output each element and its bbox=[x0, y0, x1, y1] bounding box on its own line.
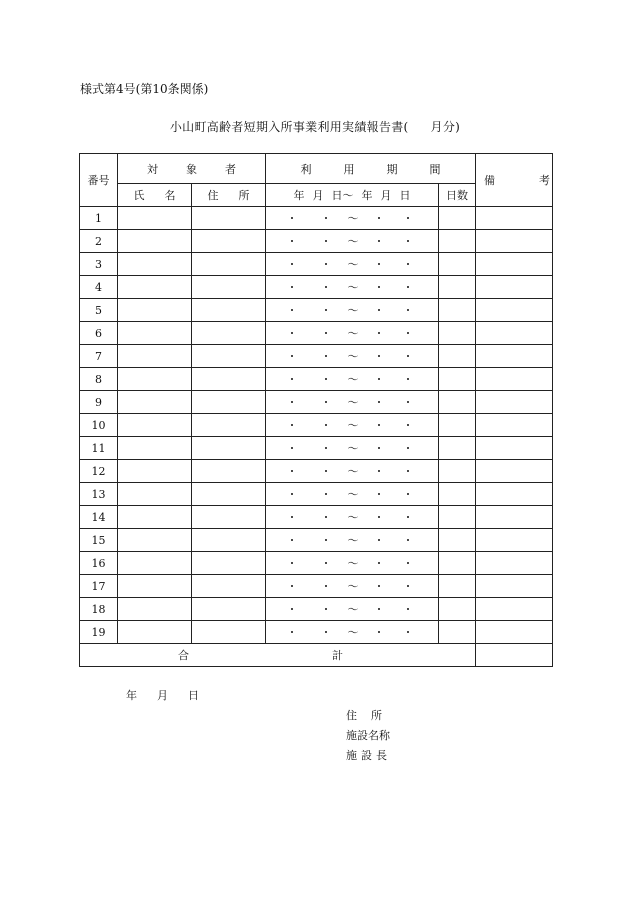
row-number: 19 bbox=[80, 621, 118, 644]
date-mark: ・ bbox=[373, 235, 385, 248]
date-mark: ・ bbox=[320, 281, 332, 294]
address-cell[interactable] bbox=[192, 621, 266, 644]
address-cell[interactable] bbox=[192, 207, 266, 230]
date-mark: ・ bbox=[320, 465, 332, 478]
date-range-cell[interactable] bbox=[266, 368, 439, 391]
table-row bbox=[80, 322, 553, 345]
date-mark: ・ bbox=[286, 258, 298, 271]
row-number: 3 bbox=[80, 253, 118, 276]
address-cell[interactable] bbox=[192, 299, 266, 322]
days-cell[interactable] bbox=[439, 598, 476, 621]
table-row bbox=[80, 598, 553, 621]
date-mark: ・ bbox=[402, 212, 414, 225]
date-mark: ・ bbox=[402, 580, 414, 593]
date-mark: ・ bbox=[402, 511, 414, 524]
date-mark: ・ bbox=[286, 511, 298, 524]
name-cell[interactable] bbox=[118, 437, 192, 460]
total-row bbox=[80, 644, 553, 667]
address-cell[interactable] bbox=[192, 368, 266, 391]
days-cell[interactable] bbox=[439, 414, 476, 437]
remarks-cell[interactable] bbox=[476, 391, 553, 414]
date-mark: ・ bbox=[373, 396, 385, 409]
date-mark: ・ bbox=[286, 327, 298, 340]
table-row bbox=[80, 575, 553, 598]
date-mark: ・ bbox=[286, 626, 298, 639]
address-cell[interactable] bbox=[192, 253, 266, 276]
page-title bbox=[0, 118, 630, 135]
date-mark: ・ bbox=[320, 557, 332, 570]
facility-head-label: 施 設 長 bbox=[346, 749, 387, 762]
name-cell[interactable] bbox=[118, 598, 192, 621]
date-mark: ・ bbox=[373, 212, 385, 225]
days-cell[interactable] bbox=[439, 506, 476, 529]
date-mark: ・ bbox=[320, 511, 332, 524]
date-mark: ・ bbox=[286, 304, 298, 317]
address-cell[interactable] bbox=[192, 437, 266, 460]
date-mark: ・ bbox=[373, 603, 385, 616]
remarks-cell[interactable] bbox=[476, 230, 553, 253]
date-mark: 〜 bbox=[347, 212, 359, 225]
row-number: 11 bbox=[80, 437, 118, 460]
address-cell[interactable] bbox=[192, 414, 266, 437]
title-month-suffix: 月分) bbox=[430, 120, 461, 134]
address-cell[interactable] bbox=[192, 460, 266, 483]
date-mark: 〜 bbox=[347, 442, 359, 455]
days-cell[interactable] bbox=[439, 460, 476, 483]
table-row bbox=[80, 506, 553, 529]
address-cell[interactable] bbox=[192, 598, 266, 621]
title-main: 小山町高齢者短期入所事業利用実績報告書( bbox=[169, 120, 409, 134]
name-cell[interactable] bbox=[118, 506, 192, 529]
date-range-cell[interactable] bbox=[266, 207, 439, 230]
name-cell[interactable] bbox=[118, 529, 192, 552]
table-row bbox=[80, 207, 553, 230]
date-mark: 〜 bbox=[347, 580, 359, 593]
days-cell[interactable] bbox=[439, 230, 476, 253]
date-mark: ・ bbox=[320, 304, 332, 317]
address-cell[interactable] bbox=[192, 483, 266, 506]
date-mark: ・ bbox=[402, 304, 414, 317]
date-mark: 〜 bbox=[347, 465, 359, 478]
row-number: 13 bbox=[80, 483, 118, 506]
date-mark: ・ bbox=[373, 442, 385, 455]
name-cell[interactable] bbox=[118, 391, 192, 414]
applicant-address-label: 住 所 bbox=[346, 709, 382, 722]
table-row bbox=[80, 460, 553, 483]
form-number: 様式第4号(第10条関係) bbox=[80, 82, 209, 96]
date-mark: ・ bbox=[320, 534, 332, 547]
row-number: 1 bbox=[80, 207, 118, 230]
address-cell[interactable] bbox=[192, 345, 266, 368]
date-mark: ・ bbox=[402, 373, 414, 386]
table-row bbox=[80, 299, 553, 322]
date-mark: ・ bbox=[320, 488, 332, 501]
applicant-block bbox=[346, 706, 390, 766]
address-cell[interactable] bbox=[192, 529, 266, 552]
days-cell[interactable] bbox=[439, 345, 476, 368]
date-mark: ・ bbox=[286, 373, 298, 386]
name-cell[interactable] bbox=[118, 276, 192, 299]
date-mark: ・ bbox=[286, 419, 298, 432]
date-mark: 〜 bbox=[347, 603, 359, 616]
date-mark: ・ bbox=[402, 258, 414, 271]
date-mark: ・ bbox=[286, 442, 298, 455]
date-mark: ・ bbox=[320, 626, 332, 639]
date-mark: ・ bbox=[373, 465, 385, 478]
days-cell[interactable] bbox=[439, 299, 476, 322]
date-mark: ・ bbox=[402, 419, 414, 432]
days-cell[interactable] bbox=[439, 529, 476, 552]
date-mark: ・ bbox=[373, 281, 385, 294]
date-mark: ・ bbox=[320, 212, 332, 225]
date-mark: 〜 bbox=[347, 396, 359, 409]
date-mark: ・ bbox=[402, 327, 414, 340]
date-mark: ・ bbox=[320, 396, 332, 409]
date-mark: ・ bbox=[286, 557, 298, 570]
date-mark: ・ bbox=[320, 419, 332, 432]
date-mark: ・ bbox=[286, 534, 298, 547]
row-number: 16 bbox=[80, 552, 118, 575]
name-cell[interactable] bbox=[118, 483, 192, 506]
name-cell[interactable] bbox=[118, 460, 192, 483]
row-number: 7 bbox=[80, 345, 118, 368]
remarks-cell[interactable] bbox=[476, 529, 553, 552]
date-mark: ・ bbox=[402, 465, 414, 478]
table-row bbox=[80, 230, 553, 253]
date-mark: ・ bbox=[373, 258, 385, 271]
days-cell[interactable] bbox=[439, 575, 476, 598]
row-number: 2 bbox=[80, 230, 118, 253]
date-mark: 〜 bbox=[347, 626, 359, 639]
total-value-cell[interactable] bbox=[476, 644, 553, 667]
row-number: 15 bbox=[80, 529, 118, 552]
date-mark: ・ bbox=[320, 327, 332, 340]
days-cell[interactable] bbox=[439, 621, 476, 644]
date-range-cell[interactable] bbox=[266, 322, 439, 345]
date-mark: 〜 bbox=[347, 235, 359, 248]
date-mark: ・ bbox=[320, 235, 332, 248]
date-range-cell[interactable] bbox=[266, 621, 439, 644]
date-mark: 〜 bbox=[347, 488, 359, 501]
date-range-cell[interactable] bbox=[266, 552, 439, 575]
date-range-cell[interactable] bbox=[266, 598, 439, 621]
header-period: 利 用 期 間 bbox=[266, 154, 476, 184]
date-range-cell[interactable] bbox=[266, 483, 439, 506]
remarks-cell[interactable] bbox=[476, 276, 553, 299]
date-mark: ・ bbox=[373, 580, 385, 593]
row-number: 5 bbox=[80, 299, 118, 322]
date-mark: ・ bbox=[402, 626, 414, 639]
address-cell[interactable] bbox=[192, 276, 266, 299]
row-number: 10 bbox=[80, 414, 118, 437]
table-row bbox=[80, 529, 553, 552]
remarks-cell[interactable] bbox=[476, 437, 553, 460]
date-mark: 〜 bbox=[347, 350, 359, 363]
date-mark: ・ bbox=[320, 580, 332, 593]
remarks-cell[interactable] bbox=[476, 345, 553, 368]
date-mark: ・ bbox=[286, 488, 298, 501]
date-mark: ・ bbox=[286, 235, 298, 248]
address-cell[interactable] bbox=[192, 506, 266, 529]
name-cell[interactable] bbox=[118, 230, 192, 253]
date-mark: ・ bbox=[373, 327, 385, 340]
row-number: 14 bbox=[80, 506, 118, 529]
table-row bbox=[80, 391, 553, 414]
table-row bbox=[80, 414, 553, 437]
days-cell[interactable] bbox=[439, 207, 476, 230]
remarks-cell[interactable] bbox=[476, 299, 553, 322]
row-number: 4 bbox=[80, 276, 118, 299]
name-cell[interactable] bbox=[118, 414, 192, 437]
days-cell[interactable] bbox=[439, 391, 476, 414]
date-range-cell[interactable] bbox=[266, 345, 439, 368]
date-mark: ・ bbox=[373, 304, 385, 317]
date-mark: ・ bbox=[402, 488, 414, 501]
date-mark: ・ bbox=[373, 419, 385, 432]
report-table bbox=[79, 153, 553, 667]
date-mark: 〜 bbox=[347, 281, 359, 294]
date-mark: ・ bbox=[402, 281, 414, 294]
header-address: 住 所 bbox=[192, 184, 266, 207]
date-mark: ・ bbox=[373, 350, 385, 363]
date-range-cell[interactable] bbox=[266, 253, 439, 276]
days-cell[interactable] bbox=[439, 253, 476, 276]
date-mark: ・ bbox=[402, 396, 414, 409]
date-mark: ・ bbox=[286, 396, 298, 409]
date-mark: ・ bbox=[320, 603, 332, 616]
date-mark: ・ bbox=[286, 603, 298, 616]
date-mark: ・ bbox=[402, 557, 414, 570]
days-cell[interactable] bbox=[439, 552, 476, 575]
date-mark: ・ bbox=[373, 373, 385, 386]
remarks-cell[interactable] bbox=[476, 598, 553, 621]
days-cell[interactable] bbox=[439, 368, 476, 391]
date-mark: ・ bbox=[373, 534, 385, 547]
row-number: 9 bbox=[80, 391, 118, 414]
date-mark: ・ bbox=[286, 580, 298, 593]
date-range-cell[interactable] bbox=[266, 437, 439, 460]
name-cell[interactable] bbox=[118, 621, 192, 644]
row-number: 6 bbox=[80, 322, 118, 345]
date-mark: ・ bbox=[402, 235, 414, 248]
table-row bbox=[80, 253, 553, 276]
total-label: 合 計 bbox=[80, 644, 476, 667]
row-number: 8 bbox=[80, 368, 118, 391]
date-range-cell[interactable] bbox=[266, 575, 439, 598]
remarks-cell[interactable] bbox=[476, 253, 553, 276]
name-cell[interactable] bbox=[118, 253, 192, 276]
header-date-range: 年 月 日〜 年 月 日 bbox=[266, 184, 439, 207]
date-mark: ・ bbox=[402, 534, 414, 547]
name-cell[interactable] bbox=[118, 575, 192, 598]
date-mark: 〜 bbox=[347, 373, 359, 386]
days-cell[interactable] bbox=[439, 322, 476, 345]
date-mark: ・ bbox=[320, 258, 332, 271]
address-cell[interactable] bbox=[192, 391, 266, 414]
header-remarks: 備 考 bbox=[476, 154, 553, 207]
days-cell[interactable] bbox=[439, 276, 476, 299]
date-range-cell[interactable] bbox=[266, 460, 439, 483]
date-range-cell[interactable] bbox=[266, 529, 439, 552]
remarks-cell[interactable] bbox=[476, 506, 553, 529]
date-mark: ・ bbox=[373, 626, 385, 639]
table-row bbox=[80, 552, 553, 575]
header-name: 氏 名 bbox=[118, 184, 192, 207]
date-mark: 〜 bbox=[347, 258, 359, 271]
table-row bbox=[80, 437, 553, 460]
row-number: 12 bbox=[80, 460, 118, 483]
date-mark: ・ bbox=[373, 511, 385, 524]
date-mark: ・ bbox=[402, 603, 414, 616]
remarks-cell[interactable] bbox=[476, 460, 553, 483]
row-number: 17 bbox=[80, 575, 118, 598]
date-mark: ・ bbox=[320, 373, 332, 386]
row-number: 18 bbox=[80, 598, 118, 621]
date-mark: 〜 bbox=[347, 511, 359, 524]
facility-name-label: 施設名称 bbox=[346, 729, 390, 742]
date-range-cell[interactable] bbox=[266, 506, 439, 529]
date-mark: 〜 bbox=[347, 557, 359, 570]
name-cell[interactable] bbox=[118, 207, 192, 230]
date-range-cell[interactable] bbox=[266, 276, 439, 299]
date-mark: 〜 bbox=[347, 304, 359, 317]
date-mark: 〜 bbox=[347, 534, 359, 547]
date-mark: ・ bbox=[286, 350, 298, 363]
days-cell[interactable] bbox=[439, 483, 476, 506]
report-date: 年 月 日 bbox=[126, 689, 199, 702]
table-row bbox=[80, 276, 553, 299]
date-range-cell[interactable] bbox=[266, 230, 439, 253]
date-mark: ・ bbox=[286, 281, 298, 294]
address-cell[interactable] bbox=[192, 552, 266, 575]
table-row bbox=[80, 621, 553, 644]
table-row bbox=[80, 483, 553, 506]
remarks-cell[interactable] bbox=[476, 483, 553, 506]
remarks-cell[interactable] bbox=[476, 621, 553, 644]
date-mark: ・ bbox=[320, 350, 332, 363]
header-days: 日数 bbox=[439, 184, 476, 207]
remarks-cell[interactable] bbox=[476, 207, 553, 230]
date-mark: ・ bbox=[286, 212, 298, 225]
name-cell[interactable] bbox=[118, 368, 192, 391]
name-cell[interactable] bbox=[118, 322, 192, 345]
remarks-cell[interactable] bbox=[476, 552, 553, 575]
remarks-cell[interactable] bbox=[476, 414, 553, 437]
date-mark: ・ bbox=[402, 350, 414, 363]
date-mark: 〜 bbox=[347, 327, 359, 340]
date-mark: 〜 bbox=[347, 419, 359, 432]
date-mark: ・ bbox=[286, 465, 298, 478]
days-cell[interactable] bbox=[439, 437, 476, 460]
address-cell[interactable] bbox=[192, 322, 266, 345]
remarks-cell[interactable] bbox=[476, 322, 553, 345]
address-cell[interactable] bbox=[192, 230, 266, 253]
name-cell[interactable] bbox=[118, 552, 192, 575]
remarks-cell[interactable] bbox=[476, 575, 553, 598]
date-range-cell[interactable] bbox=[266, 414, 439, 437]
date-mark: ・ bbox=[402, 442, 414, 455]
table-row bbox=[80, 368, 553, 391]
header-number: 番号 bbox=[80, 154, 118, 207]
date-range-cell[interactable] bbox=[266, 391, 439, 414]
header-subject: 対 象 者 bbox=[118, 154, 266, 184]
date-range-cell[interactable] bbox=[266, 299, 439, 322]
date-mark: ・ bbox=[373, 557, 385, 570]
address-cell[interactable] bbox=[192, 575, 266, 598]
date-mark: ・ bbox=[373, 488, 385, 501]
name-cell[interactable] bbox=[118, 345, 192, 368]
table-row bbox=[80, 345, 553, 368]
remarks-cell[interactable] bbox=[476, 368, 553, 391]
date-mark: ・ bbox=[320, 442, 332, 455]
name-cell[interactable] bbox=[118, 299, 192, 322]
